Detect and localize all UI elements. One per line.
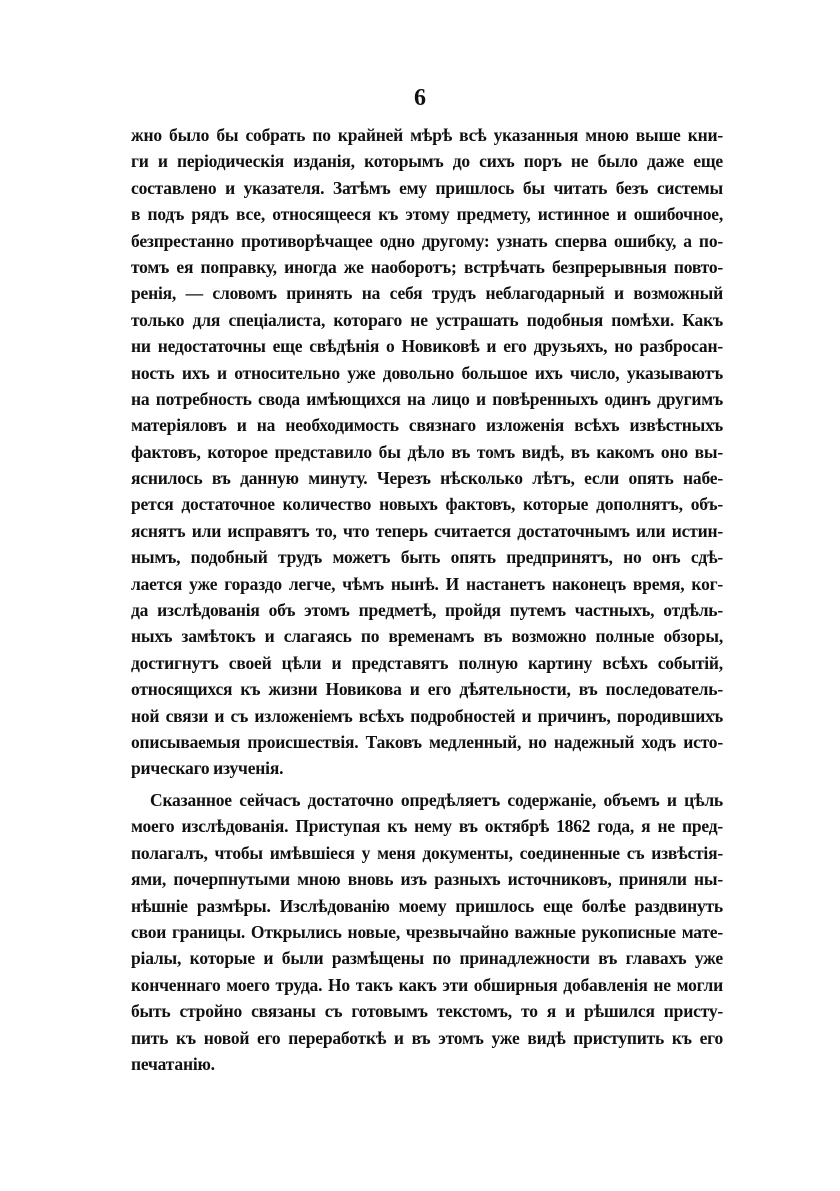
text-line: относящихся къ жизни Новикова и его дѣятельности, въ последователь- <box>131 679 723 700</box>
text-line: ни недостаточны еще свѣдѣнія о Новиковѣ и его друзьяхъ, но разбросан- <box>131 336 723 357</box>
text-line: рическаго изученія. <box>131 758 284 779</box>
text-line: ями, почерпнутыми мною вновь изъ разныхъ источниковъ, приняли ны- <box>131 869 723 890</box>
text-line: жно было бы собрать по крайней мѣрѣ всѣ указанныя мною выше кни- <box>131 125 723 145</box>
text-line: рется достаточное количество новыхъ фактовъ, которые дополнятъ, объ- <box>131 494 723 515</box>
text-line: фактовъ, которое представило бы дѣло въ томъ видѣ, въ какомъ оно вы- <box>131 441 723 462</box>
text-line: томъ ея поправку, иногда же наоборотъ; встрѣчать безпрерывныя повто- <box>131 256 723 277</box>
text-line: безпрестанно противорѣчащее одно другому: узнать сперва ошибку, а по- <box>131 230 723 251</box>
text-line: моего изслѣдованія. Приступая къ нему въ октябрѣ 1862 года, я не пред- <box>131 816 723 837</box>
text-line: лается уже гораздо легче, чѣмъ нынѣ. И настанетъ наконецъ время, ког- <box>131 573 723 594</box>
text-line: нымъ, подобный трудъ можетъ быть опять предпринятъ, но онъ сдѣ- <box>131 547 723 568</box>
text-line: описываемыя происшествія. Таковъ медленный, но надежный ходъ исто- <box>131 731 723 752</box>
text-line: только для спеціалиста, котораго не устрашать подобныя помѣхи. Какъ <box>131 309 723 330</box>
text-line: ной связи и съ изложеніемъ всѣхъ подробностей и причинъ, породившихъ <box>131 705 723 726</box>
text-line: печатанію. <box>131 1053 215 1074</box>
text-line: в подъ рядъ все, относящееся къ этому предмету, истинное и ошибочное, <box>131 204 723 225</box>
text-line: ныхъ замѣтокъ и слагаясь по временамъ въ возможно полные обзоры, <box>131 626 723 647</box>
text-line: да изслѣдованія объ этомъ предметѣ, пройдя путемъ частныхъ, отдѣль- <box>131 600 723 621</box>
text-line: на потребность свода имѣющихся на лицо и повѣренныхъ одинъ другимъ <box>131 388 723 409</box>
text-line: ность ихъ и относительно уже довольно большое ихъ число, указываютъ <box>131 362 723 383</box>
text-line: достигнутъ своей цѣли и представятъ полную картину всѣхъ событій, <box>131 652 723 673</box>
text-line: полагалъ, чтобы имѣвшіеся у меня документы, соединенные съ извѣстія- <box>131 842 723 863</box>
text-line: ріалы, которые и были размѣщены по принадлежности въ главахъ уже <box>131 948 723 969</box>
page-number: 6 <box>414 85 426 111</box>
text-line: быть стройно связаны съ готовымъ текстомъ, то я и рѣшился присту- <box>131 1001 723 1022</box>
text-line: пить къ новой его переработкѣ и въ этомъ уже видѣ приступить къ его <box>131 1027 723 1048</box>
text-line: нѣшніе размѣры. Изслѣдованію моему пришлось еще болѣе раздвинуть <box>131 895 723 916</box>
text-line: матеріяловъ и на необходимость связнаго изложенія всѣхъ извѣстныхъ <box>131 415 723 436</box>
text-line: Сказанное сейчасъ достаточно опредѣляетъ содержаніе, объемъ и цѣль <box>150 790 723 810</box>
text-line: ренія, — словомъ принять на себя трудъ неблагодарный и возможный <box>131 283 723 304</box>
text-line: яснятъ или исправятъ то, что теперь считается достаточнымъ или истин- <box>131 520 723 541</box>
paragraph-1 <box>131 122 723 782</box>
text-line: ги и періодическія изданія, которымъ до сихъ поръ не было даже еще <box>131 151 723 172</box>
text-line: конченнаго моего труда. Но такъ какъ эти обширныя добавленія не могли <box>131 974 723 995</box>
text-line: составлено и указателя. Затѣмъ ему пришлось бы читать безъ системы <box>131 177 723 198</box>
text-line: яснилось въ данную минуту. Черезъ нѣсколько лѣтъ, если опять набе- <box>131 468 723 489</box>
text-line: свои границы. Открылись новые, чрезвычайно важные рукописные мате- <box>131 921 723 942</box>
paragraph-2 <box>131 787 723 1077</box>
